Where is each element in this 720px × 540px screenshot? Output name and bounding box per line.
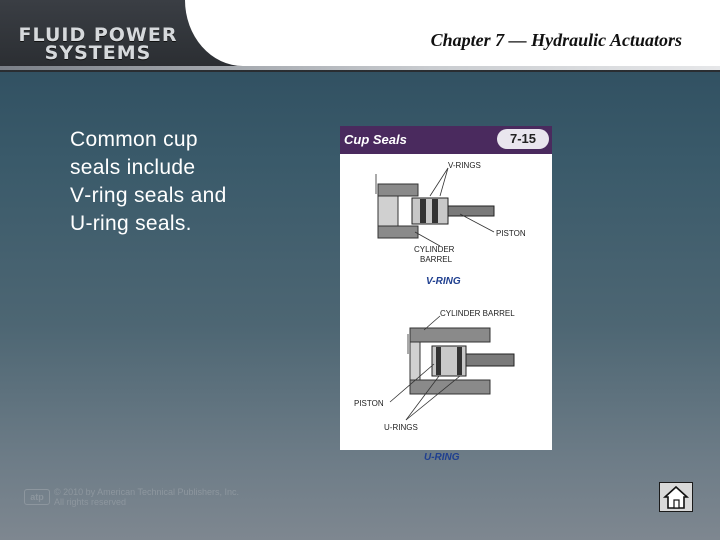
figure-header [340, 126, 552, 154]
body-line-1: Common cup [70, 128, 198, 151]
label-piston-bottom: PISTON [354, 399, 384, 408]
label-cylinder: CYLINDER [414, 245, 455, 254]
header-divider [0, 66, 720, 70]
figure-title: Cup Seals [344, 132, 407, 147]
brand-line-2: SYSTEMS [44, 42, 152, 64]
body-line-4: U‑ring seals. [70, 212, 192, 235]
copyright-line-2: All rights reserved [54, 497, 127, 507]
chapter-title: Chapter 7 — Hydraulic Actuators [430, 30, 682, 50]
figure-number-badge [497, 129, 549, 149]
u-ring-diagram [390, 316, 514, 420]
caption-u-ring: U-RING [424, 452, 460, 463]
publisher-logo: atp [24, 489, 50, 505]
label-v-rings: V-RINGS [448, 161, 481, 170]
label-u-rings: U-RINGS [384, 423, 418, 432]
home-icon [660, 483, 692, 511]
copyright-line-1: © 2010 by American Technical Publishers, Inc. [54, 487, 240, 497]
label-cylinder-barrel: CYLINDER BARREL [440, 309, 515, 318]
label-piston-top: PISTON [496, 229, 526, 238]
slide-body-text [70, 126, 310, 238]
brand-logo [18, 26, 178, 62]
label-barrel: BARREL [420, 255, 453, 264]
brand-line-1: FLUID POWER [18, 24, 178, 46]
v-ring-diagram [376, 168, 494, 246]
figure-number: 7-15 [509, 131, 537, 146]
seal-diagram [340, 154, 552, 463]
home-button[interactable] [659, 482, 693, 512]
copyright-notice [54, 487, 239, 507]
body-line-2: seals include [70, 156, 196, 179]
cup-seals-figure [340, 126, 552, 463]
caption-v-ring: V-RING [426, 276, 461, 287]
body-line-3: V‑ring seals and [70, 184, 227, 207]
